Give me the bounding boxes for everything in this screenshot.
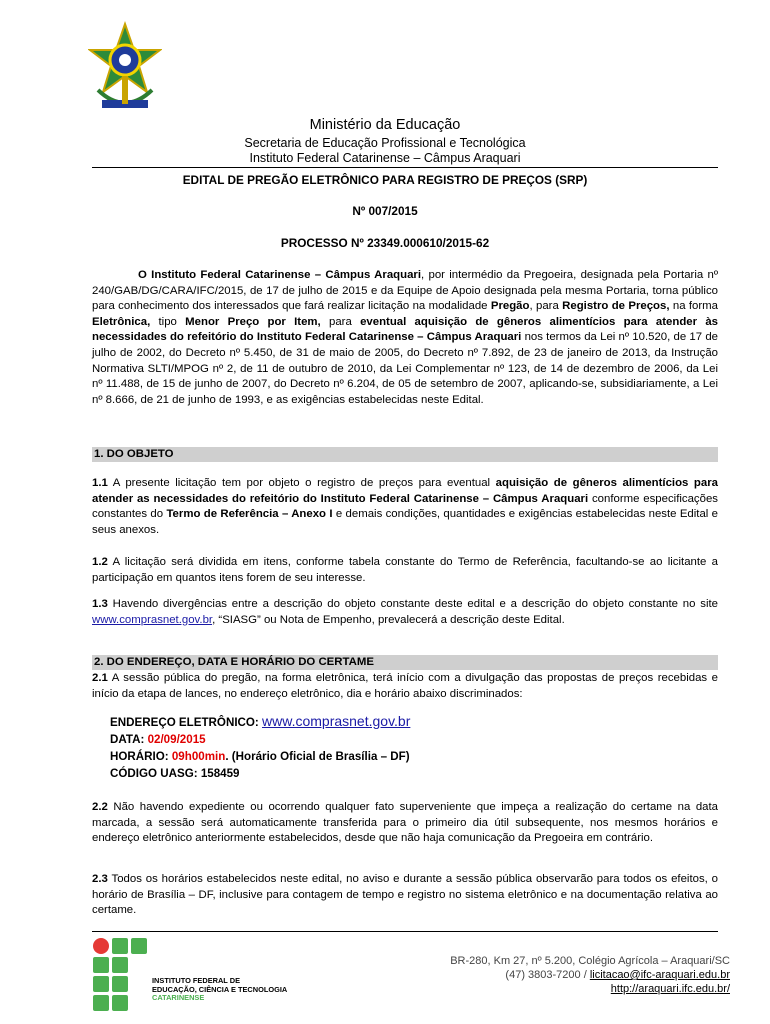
address-label: ENDEREÇO ELETRÔNICO: <box>110 716 263 729</box>
event-time <box>110 748 410 765</box>
date-value: 02/09/2015 <box>147 733 206 746</box>
clause-2-3 <box>92 872 718 919</box>
clause-number: 2.3 <box>92 873 108 885</box>
intro-part: na forma <box>669 300 719 313</box>
event-date <box>110 731 206 748</box>
footer-site <box>611 983 730 995</box>
ifc-logo-icon <box>92 937 148 1013</box>
header-divider <box>92 167 718 168</box>
intro-part: , por intermédio da Pregoeira, designada pela Portaria nº 240/GAB/DG/CARA/IFC/2015, de 17 de julho de 2015 e da Equipe de Apoio designada pela mesma Portaria, torna público para conhecimento dos interessados que fará realizar licitação na modalidade <box>92 269 718 313</box>
clause-text: Termo de Referência – Anexo I <box>166 508 333 521</box>
ministry-title: Ministério da Educação <box>309 117 461 133</box>
clause-text: Todos os horários estabelecidos neste edital, no aviso e durante a sessão pública observarão para todos os efeitos, o horário de Brasília – DF, inclusive para contagem de tempo e registro no sistema eletrônico e na documentação relativa ao certame. <box>92 873 718 917</box>
clause-1-1 <box>92 476 718 538</box>
secretariat-title: Secretaria de Educação Profissional e Tecnológica <box>244 136 526 150</box>
clause-number: 1.3 <box>92 598 108 610</box>
institute-title: Instituto Federal Catarinense – Câmpus Araquari <box>249 151 521 165</box>
footer-contact <box>505 969 730 981</box>
intro-paragraph <box>92 268 718 408</box>
coat-of-arms-icon <box>88 20 162 116</box>
clause-number: 2.1 <box>92 672 108 684</box>
intro-part: , para <box>529 300 563 313</box>
event-address-link[interactable]: www.comprasnet.gov.br <box>262 713 411 729</box>
time-value: 09h00min <box>171 750 226 763</box>
clause-text: aquisição de gêneros alimentícios para atender as necessidades do refeitório do Instituto Federal Catarinense – Câmpus Araquari <box>92 477 718 505</box>
intro-part: eventual aquisição de gêneros alimentícios para atender às necessidades do refeitório do Instituto Federal Catarinense – Câmpus Araquari <box>92 315 718 344</box>
intro-part: Menor Preço por Item, <box>185 315 321 328</box>
ifc-logo-text <box>152 977 287 1003</box>
event-address <box>110 713 410 731</box>
clause-text: Não havendo expediente ou ocorrendo qualquer fato superveniente que impeça a realização do certame na data marcada, a sessão será automaticamente transferida para o primeiro dia útil subsequente, nos mesmos horários e endereço eletrônico anteriormente estabelecidos, desde que não haja comunicação da Pregoeira em contrário. <box>92 801 718 845</box>
intro-part: nos termos da Lei nº 10.520, de 17 de julho de 2002, do Decreto nº 5.450, de 31 de maio de 2005, do Decreto nº 7.892, de 23 de janeiro de 2013, da Instrução Normativa SLTI/MPOG nº 2, de 11 de outubro de 2010, da Lei Complementar nº 123, de 14 de dezembro de 2006, da Lei nº 11.488, de 15 de junho de 2007, do Decreto nº 6.204, de 05 de setembro de 2007, aplicando-se, subsidiariamente, a Lei nº 8.666, de 21 de junho de 1993, e as exigências estabelecidas neste Edital. <box>92 331 718 406</box>
footer-divider <box>92 931 718 932</box>
footer-email-link[interactable]: licitacao@ifc-araquari.edu.br <box>589 969 730 981</box>
event-uasg: CÓDIGO UASG: 158459 <box>110 767 240 780</box>
time-suffix: . (Horário Oficial de Brasília – DF) <box>225 750 410 763</box>
intro-part: tipo <box>150 315 186 328</box>
clause-2-1 <box>92 671 718 702</box>
clause-2-2 <box>92 800 718 847</box>
clause-1-3 <box>92 597 718 628</box>
logo-line: INSTITUTO FEDERAL DE <box>152 976 241 985</box>
edital-title: EDITAL DE PREGÃO ELETRÔNICO PARA REGISTRO DE PREÇOS (SRP) <box>182 173 588 187</box>
intro-part: O Instituto Federal Catarinense – Câmpus Araquari <box>138 269 422 281</box>
clause-number: 1.1 <box>92 477 108 489</box>
clause-number: 1.2 <box>92 556 108 568</box>
clause-text: A sessão pública do pregão, na forma eletrônica, terá início com a divulgação das propostas de preços recebidas e início da etapa de lances, no endereço eletrônico, dia e horário abaixo discriminados: <box>92 672 718 700</box>
time-label: HORÁRIO: <box>110 750 172 763</box>
clause-text: A licitação será dividida em itens, conforme tabela constante do Termo de Referência, facultando-se ao licitante a participação em quantos itens forem de seu interesse. <box>92 556 718 584</box>
logo-line: EDUCAÇÃO, CIÊNCIA E TECNOLOGIA <box>152 984 288 994</box>
intro-part: Eletrônica, <box>92 315 151 328</box>
intro-part: Pregão <box>490 300 530 313</box>
clause-text: conforme especificações constantes do <box>92 492 718 521</box>
footer-site-link[interactable]: http://araquari.ifc.edu.br/ <box>610 983 730 995</box>
clause-text: Havendo divergências entre a descrição do objeto constante deste edital e a descrição do objeto constante no site <box>107 598 718 610</box>
intro-part: para <box>320 315 361 328</box>
date-label: DATA: <box>110 733 148 746</box>
clause-1-2 <box>92 555 718 586</box>
footer-phone: (47) 3803-7200 / <box>505 969 590 981</box>
intro-part: Registro de Preços, <box>562 300 670 313</box>
logo-line: CATARINENSE <box>152 993 205 1003</box>
clause-text: e demais condições, quantidades e exigências estabelecidas neste Edital e seus anexos. <box>92 508 718 536</box>
edital-number: Nº 007/2015 <box>352 204 418 218</box>
clause-number: 2.2 <box>92 801 108 813</box>
process-number: PROCESSO Nº 23349.000610/2015-62 <box>280 236 490 250</box>
footer-address: BR-280, Km 27, nº 5.200, Colégio Agrícola – Araquari/SC <box>450 955 730 967</box>
section-heading-endereco: 2. DO ENDEREÇO, DATA E HORÁRIO DO CERTAME <box>92 655 718 670</box>
clause-text: A presente licitação tem por objeto o registro de preços para eventual <box>107 477 496 489</box>
clause-text: , “SIASG” ou Nota de Empenho, prevalecerá a descrição deste Edital. <box>212 613 565 626</box>
comprasnet-link[interactable]: www.comprasnet.gov.br <box>92 613 213 626</box>
section-heading-objeto: 1. DO OBJETO <box>92 447 718 462</box>
